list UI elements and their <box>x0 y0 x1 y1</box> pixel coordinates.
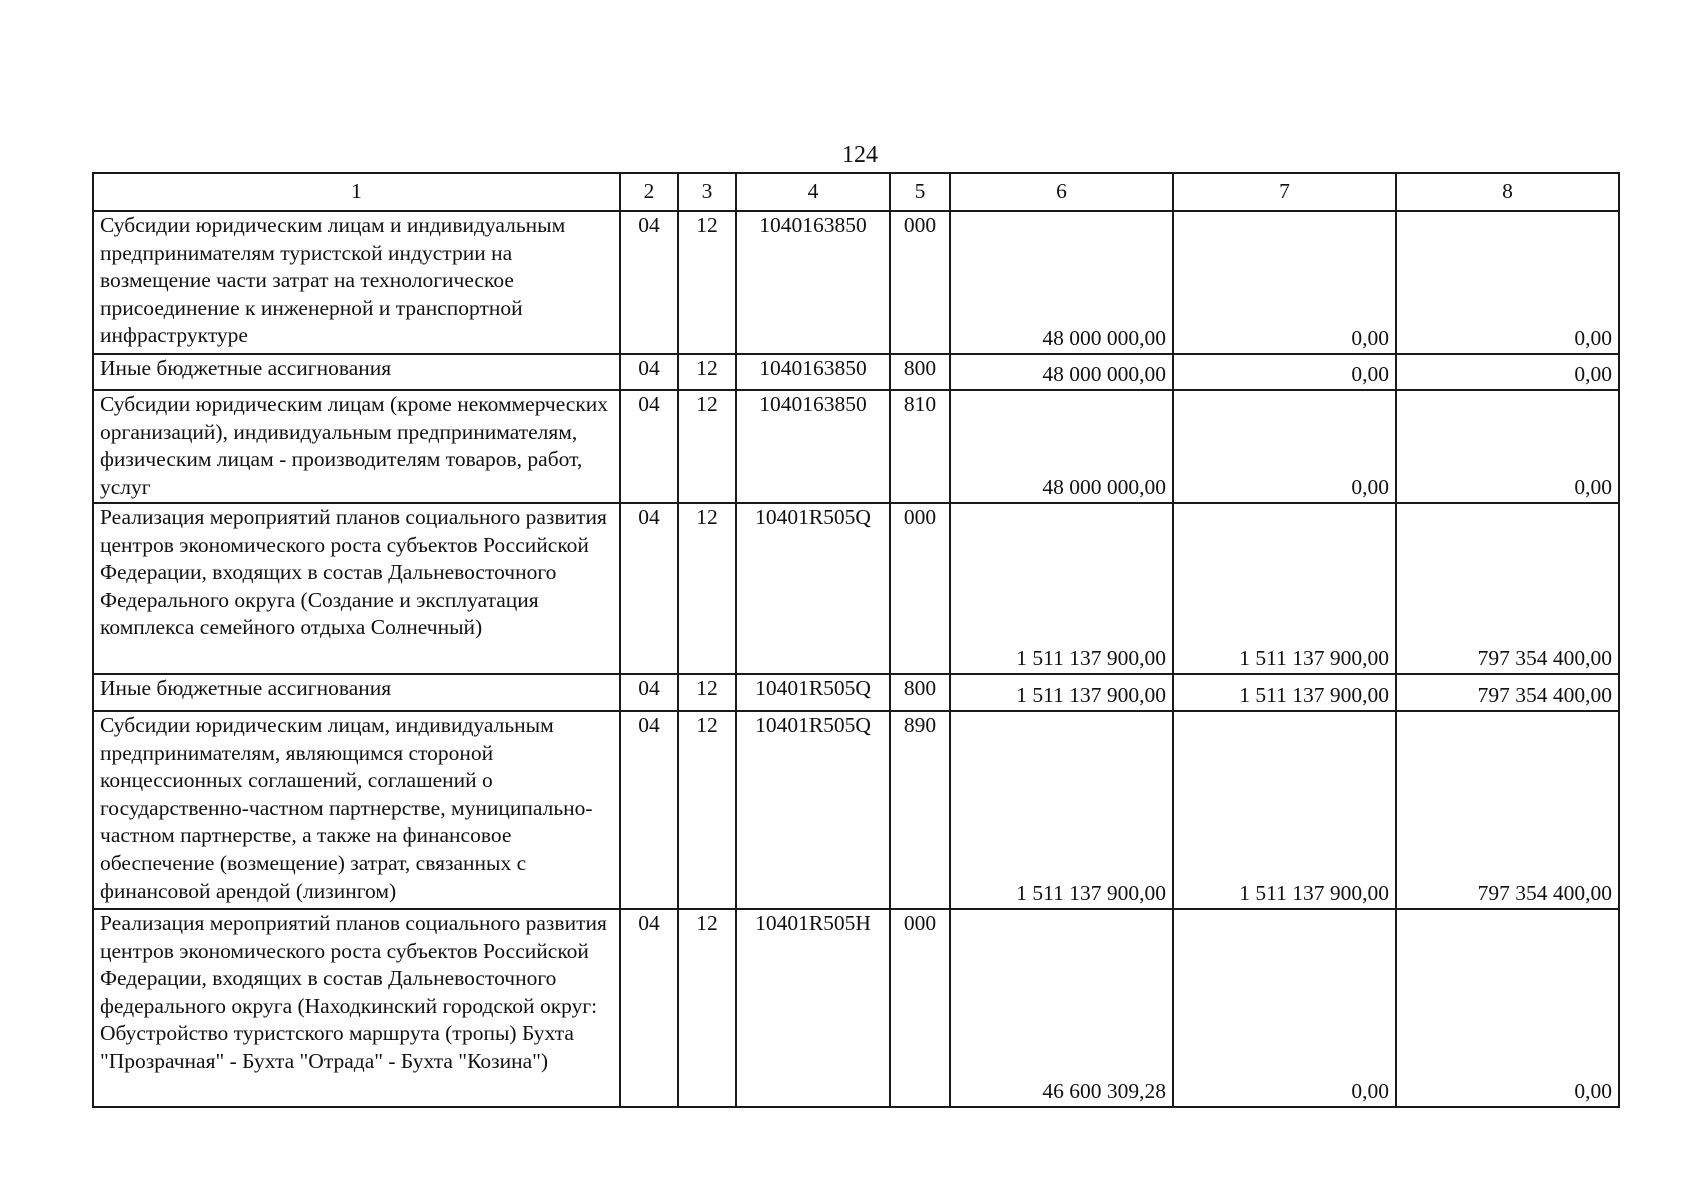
table-row <box>93 354 1619 390</box>
row-amount-col8: 797 354 400,00 <box>1396 503 1619 674</box>
row-amount-col7: 0,00 <box>1173 354 1396 390</box>
row-section-code: 04 <box>620 711 678 909</box>
table-row <box>93 674 1619 711</box>
column-header-3: 3 <box>678 173 736 211</box>
row-section-code: 04 <box>620 211 678 354</box>
column-header-7: 7 <box>1173 173 1396 211</box>
row-target-code: 1040163850 <box>736 354 890 390</box>
row-amount-col7: 0,00 <box>1173 390 1396 503</box>
row-amount-col8: 0,00 <box>1396 354 1619 390</box>
row-subsection-code: 12 <box>678 211 736 354</box>
row-subsection-code: 12 <box>678 674 736 711</box>
row-subsection-code: 12 <box>678 909 736 1107</box>
row-expense-type-code: 810 <box>890 390 950 503</box>
row-amount-col7: 1 511 137 900,00 <box>1173 711 1396 909</box>
row-target-code: 10401R505Q <box>736 674 890 711</box>
row-target-code: 10401R505H <box>736 909 890 1107</box>
column-header-2: 2 <box>620 173 678 211</box>
row-expense-type-code: 800 <box>890 674 950 711</box>
row-amount-col7: 1 511 137 900,00 <box>1173 674 1396 711</box>
row-amount-col6: 1 511 137 900,00 <box>950 674 1173 711</box>
table-row <box>93 503 1619 674</box>
row-section-code: 04 <box>620 503 678 674</box>
row-section-code: 04 <box>620 909 678 1107</box>
column-header-6: 6 <box>950 173 1173 211</box>
row-target-code: 10401R505Q <box>736 711 890 909</box>
row-expense-type-code: 890 <box>890 711 950 909</box>
header-row <box>93 173 1619 211</box>
row-subsection-code: 12 <box>678 390 736 503</box>
row-name: Субсидии юридическим лицам, индивидуальным предпринимателям, являющимся стороной концессионных соглашений, соглашений о государственно-частном партнерстве, муниципально-частном партнерстве, а также на финансовое обеспечение (возмещение) затрат, связанных с финансовой арендой (лизингом) <box>93 711 620 909</box>
column-header-1: 1 <box>93 173 620 211</box>
row-target-code: 10401R505Q <box>736 503 890 674</box>
table-row <box>93 211 1619 354</box>
column-header-5: 5 <box>890 173 950 211</box>
row-name: Иные бюджетные ассигнования <box>93 674 620 711</box>
row-amount-col7: 0,00 <box>1173 909 1396 1107</box>
row-name: Реализация мероприятий планов социального развития центров экономического роста субъектов Российской Федерации, входящих в состав Дальневосточного Федерального округа (Создание и эксплуатация комплекса семейного отдыха Солнечный) <box>93 503 620 674</box>
row-name: Субсидии юридическим лицам и индивидуальным предпринимателям туристской индустрии на возмещение части затрат на технологическое присоединение к инженерной и транспортной инфраструктуре <box>93 211 620 354</box>
row-amount-col8: 797 354 400,00 <box>1396 711 1619 909</box>
row-amount-col6: 48 000 000,00 <box>950 390 1173 503</box>
page-number: 124 <box>842 142 878 168</box>
row-amount-col8: 0,00 <box>1396 211 1619 354</box>
row-section-code: 04 <box>620 390 678 503</box>
row-expense-type-code: 000 <box>890 909 950 1107</box>
row-section-code: 04 <box>620 354 678 390</box>
column-header-4: 4 <box>736 173 890 211</box>
row-subsection-code: 12 <box>678 354 736 390</box>
row-expense-type-code: 800 <box>890 354 950 390</box>
column-header-8: 8 <box>1396 173 1619 211</box>
row-section-code: 04 <box>620 674 678 711</box>
row-amount-col7: 1 511 137 900,00 <box>1173 503 1396 674</box>
row-amount-col7: 0,00 <box>1173 211 1396 354</box>
row-expense-type-code: 000 <box>890 211 950 354</box>
row-name: Иные бюджетные ассигнования <box>93 354 620 390</box>
table-row <box>93 909 1619 1107</box>
row-subsection-code: 12 <box>678 503 736 674</box>
row-name: Реализация мероприятий планов социального развития центров экономического роста субъектов Российской Федерации, входящих в состав Дальневосточного федерального округа (Находкинский городской округ: Обустройство туристского маршрута (тропы) Бухта "Прозрачная" - Бухта "Отрада" - Бухта "Козина") <box>93 909 620 1107</box>
row-expense-type-code: 000 <box>890 503 950 674</box>
row-amount-col8: 0,00 <box>1396 390 1619 503</box>
table-row <box>93 711 1619 909</box>
row-amount-col8: 797 354 400,00 <box>1396 674 1619 711</box>
row-target-code: 1040163850 <box>736 390 890 503</box>
table-row <box>93 390 1619 503</box>
row-target-code: 1040163850 <box>736 211 890 354</box>
budget-table <box>92 172 1620 1108</box>
row-name: Субсидии юридическим лицам (кроме некоммерческих организаций), индивидуальным предпринимателям, физическим лицам - производителям товаров, работ, услуг <box>93 390 620 503</box>
row-amount-col8: 0,00 <box>1396 909 1619 1107</box>
row-amount-col6: 1 511 137 900,00 <box>950 503 1173 674</box>
row-amount-col6: 46 600 309,28 <box>950 909 1173 1107</box>
row-amount-col6: 48 000 000,00 <box>950 211 1173 354</box>
row-amount-col6: 1 511 137 900,00 <box>950 711 1173 909</box>
row-amount-col6: 48 000 000,00 <box>950 354 1173 390</box>
row-subsection-code: 12 <box>678 711 736 909</box>
